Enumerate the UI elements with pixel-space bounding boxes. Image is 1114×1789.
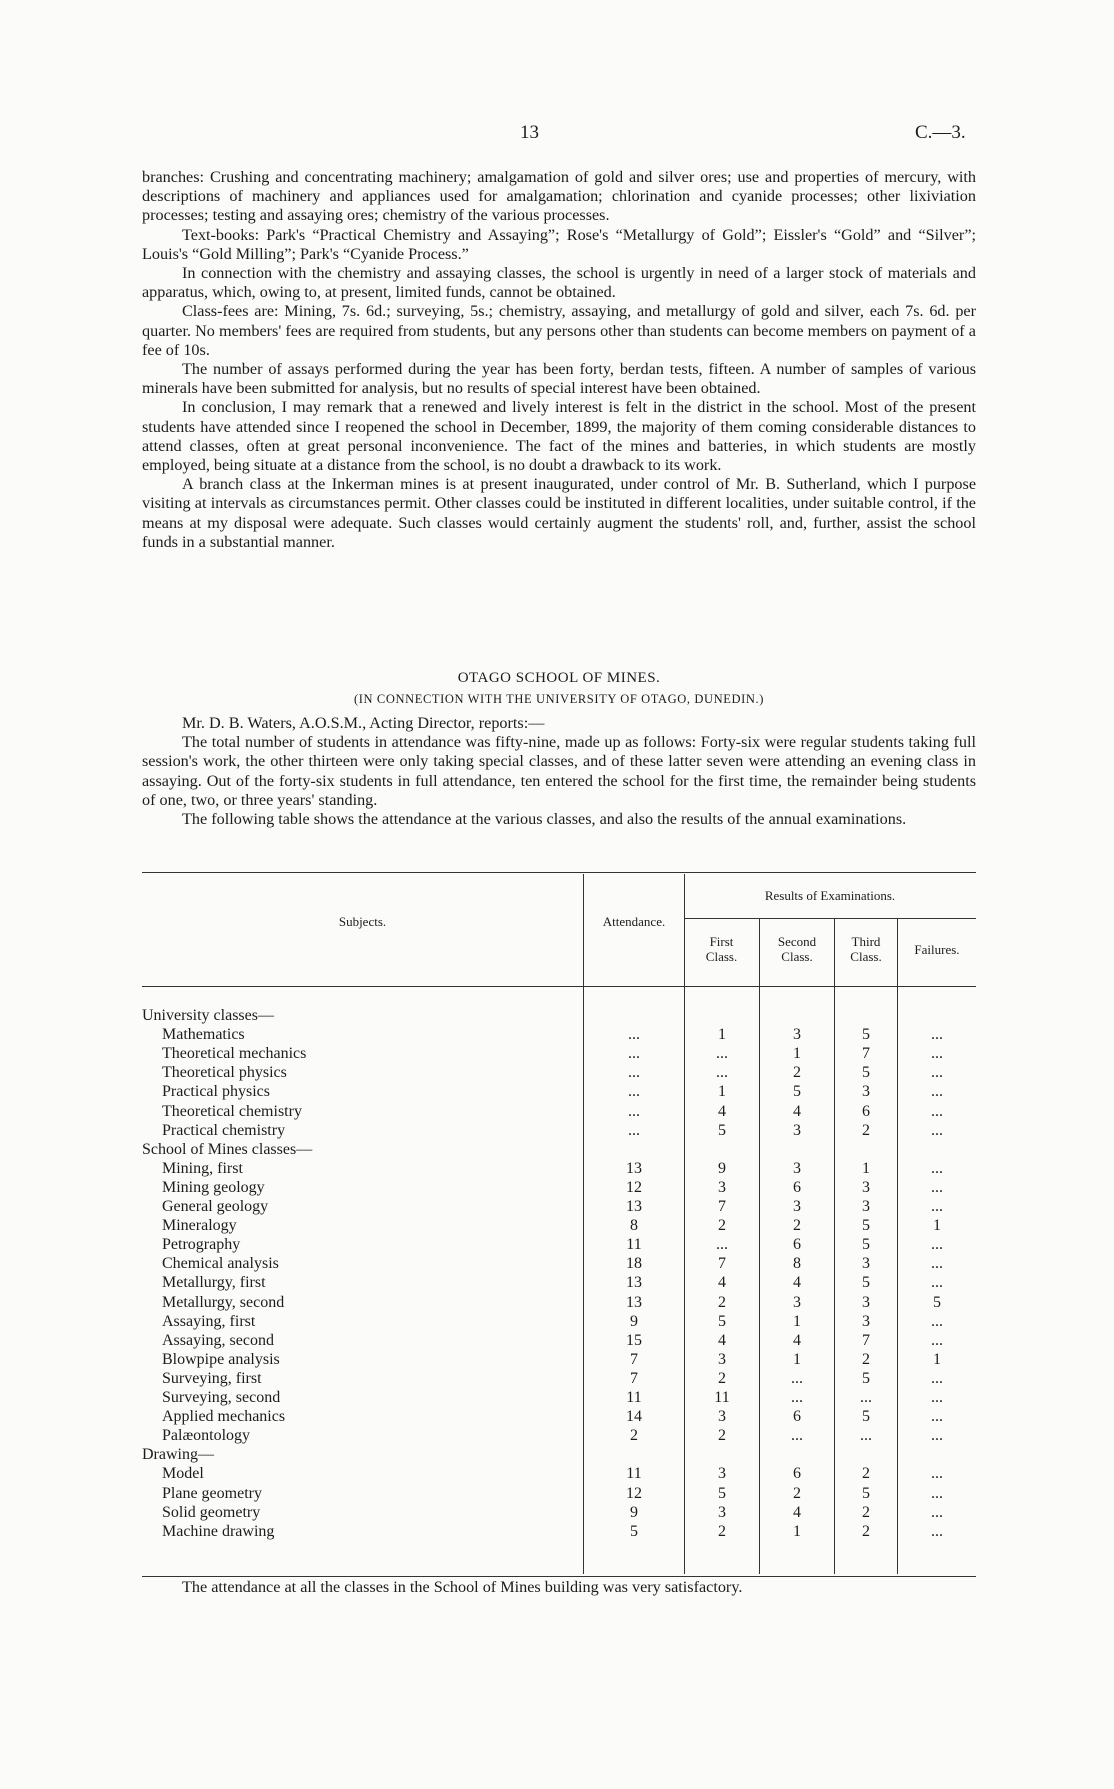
cell-failures: ...: [931, 1255, 943, 1273]
cell-failures: ...: [931, 1427, 943, 1445]
subject-label: Assaying, second: [162, 1331, 274, 1349]
cell-attendance: 12: [626, 1484, 642, 1502]
subject-label: Mathematics: [162, 1026, 245, 1044]
table-row: [142, 1178, 976, 1197]
table-row: [142, 1197, 976, 1216]
cell-attendance: 13: [626, 1159, 642, 1177]
subject-label: University classes—: [142, 1007, 274, 1024]
cell-second: 1: [793, 1522, 801, 1540]
cell-attendance: 2: [630, 1427, 638, 1445]
cell-second: 4: [793, 1274, 801, 1292]
cell-third: 5: [862, 1217, 870, 1235]
cell-attendance: 15: [626, 1331, 642, 1349]
cell-failures: ...: [931, 1026, 943, 1044]
header-second-class: Second Class.: [777, 934, 817, 964]
subject-label: Assaying, first: [162, 1312, 256, 1330]
cell-second: 4: [793, 1503, 801, 1521]
footer-note: The attendance at all the classes in the School of Mines building was very satisfactory.: [182, 1578, 743, 1596]
table-group-heading: [142, 1445, 976, 1464]
cell-first: 4: [718, 1331, 726, 1349]
cell-first: 5: [718, 1121, 726, 1139]
subject-label: School of Mines classes—: [142, 1140, 313, 1158]
table-row: [142, 1407, 976, 1426]
paragraph: In connection with the chemistry and assaying classes, the school is urgently in need of a larger stock of materials and apparatus, which, owing to, at present, limited funds, cannot be obtained.: [142, 264, 976, 302]
table-row: [142, 1312, 976, 1331]
cell-first: 7: [718, 1198, 726, 1215]
subject-label: General geology: [162, 1198, 269, 1215]
table-group-heading: [142, 1006, 976, 1025]
cell-failures: ...: [931, 1503, 943, 1521]
cell-third: 3: [862, 1293, 870, 1311]
table-row: [142, 1388, 976, 1407]
cell-second: ...: [791, 1369, 803, 1387]
cell-failures: 5: [933, 1293, 941, 1311]
page-number: 13: [520, 122, 539, 143]
cell-failures: ...: [931, 1159, 943, 1177]
cell-failures: 1: [933, 1217, 941, 1235]
cell-third: 3: [862, 1312, 870, 1330]
table-row: [142, 1216, 976, 1235]
cell-first: 3: [718, 1350, 726, 1368]
cell-second: 1: [793, 1045, 801, 1063]
section-title: OTAGO SCHOOL OF MINES.: [457, 670, 661, 686]
table-row: [142, 1293, 976, 1312]
cell-second: 1: [793, 1312, 801, 1330]
cell-second: 4: [793, 1102, 801, 1120]
cell-attendance: 13: [626, 1274, 642, 1292]
cell-third: 6: [862, 1102, 870, 1120]
cell-third: 5: [862, 1369, 870, 1387]
cell-second: 2: [793, 1484, 801, 1502]
cell-second: 3: [793, 1121, 801, 1139]
paragraph: branches: Crushing and concentrating machinery; amalgamation of gold and silver ores; use and properties of mercury, with descriptions of machinery and appliances used for amalgamation; chlorination and cyanide processes; other lixiviation processes; testing and assaying ores; chemistry of the various processes.: [142, 168, 976, 225]
cell-failures: ...: [931, 1102, 943, 1120]
cell-first: 7: [718, 1255, 726, 1273]
cell-attendance: 7: [630, 1369, 638, 1387]
cell-failures: ...: [931, 1198, 943, 1215]
table-row: [142, 1331, 976, 1350]
cell-failures: ...: [931, 1274, 943, 1292]
cell-first: 11: [714, 1389, 730, 1406]
cell-third: 5: [862, 1274, 870, 1292]
table-row: [142, 1426, 976, 1445]
cell-attendance: ...: [628, 1102, 640, 1120]
cell-attendance: 5: [630, 1522, 638, 1540]
cell-first: ...: [716, 1045, 728, 1063]
cell-second: 3: [793, 1026, 801, 1044]
header-first-class: First Class.: [705, 934, 738, 964]
cell-third: ...: [860, 1427, 872, 1445]
cell-second: 3: [793, 1198, 801, 1215]
table-row: [142, 1102, 976, 1121]
cell-third: 5: [862, 1026, 870, 1044]
cell-first: ...: [716, 1064, 728, 1082]
cell-first: 2: [718, 1427, 726, 1445]
cell-second: 1: [793, 1350, 801, 1368]
header-third-class: Third Class.: [850, 934, 882, 964]
cell-first: ...: [716, 1236, 728, 1254]
table-row: [142, 1063, 976, 1082]
page-reference: C.—3.: [915, 122, 966, 143]
table-header-rule: [142, 986, 976, 987]
table-row: [142, 1159, 976, 1178]
cell-third: ...: [860, 1389, 872, 1406]
subject-label: Theoretical mechanics: [162, 1045, 307, 1063]
subject-label: Applied mechanics: [162, 1408, 286, 1426]
subject-label: Chemical analysis: [162, 1255, 279, 1273]
subject-label: Metallurgy, first: [162, 1274, 266, 1292]
subject-label: Palæontology: [162, 1427, 251, 1445]
header-subjects: Subjects.: [338, 914, 387, 929]
cell-first: 3: [718, 1178, 726, 1196]
cell-third: 3: [862, 1083, 870, 1101]
cell-failures: ...: [931, 1045, 943, 1063]
cell-second: 2: [793, 1064, 801, 1082]
cell-third: 3: [862, 1178, 870, 1196]
subject-label: Surveying, first: [162, 1369, 262, 1387]
subject-label: Blowpipe analysis: [162, 1350, 280, 1368]
table-row: [142, 1369, 976, 1388]
cell-first: 2: [718, 1522, 726, 1540]
cell-second: 3: [793, 1159, 801, 1177]
cell-second: 8: [793, 1255, 801, 1273]
paragraph: Class-fees are: Mining, 7s. 6d.; surveying, 5s.; chemistry, assaying, and metallurgy of gold and silver, each 7s. 6d. per quarter. No members' fees are required from students, but any persons other than students can become members on payment of a fee of 10s.: [142, 302, 976, 359]
cell-attendance: 11: [626, 1236, 642, 1254]
cell-attendance: ...: [628, 1121, 640, 1139]
table-row: [142, 1235, 976, 1254]
cell-third: 5: [862, 1236, 870, 1254]
cell-second: 4: [793, 1331, 801, 1349]
section-text: [142, 714, 976, 829]
table-bottom-rule: [142, 1576, 976, 1577]
table-group-heading: [142, 1140, 976, 1159]
cell-failures: ...: [931, 1121, 943, 1139]
cell-third: 5: [862, 1408, 870, 1426]
table-row: [142, 1350, 976, 1369]
cell-failures: ...: [931, 1236, 943, 1254]
cell-attendance: ...: [628, 1083, 640, 1101]
cell-failures: ...: [931, 1083, 943, 1101]
cell-first: 3: [718, 1465, 726, 1483]
subject-label: Model: [162, 1465, 204, 1483]
cell-second: 6: [793, 1236, 801, 1254]
cell-third: 7: [862, 1045, 870, 1063]
subject-label: Machine drawing: [162, 1522, 275, 1540]
cell-first: 2: [718, 1217, 726, 1235]
cell-first: 1: [718, 1083, 726, 1101]
subject-label: Theoretical chemistry: [162, 1102, 302, 1120]
cell-failures: ...: [931, 1484, 943, 1502]
results-table: [142, 872, 976, 1577]
header-attendance: Attendance.: [602, 914, 666, 929]
cell-second: 6: [793, 1178, 801, 1196]
cell-first: 1: [718, 1026, 726, 1044]
cell-attendance: 11: [626, 1465, 642, 1483]
cell-second: 6: [793, 1465, 801, 1483]
table-row: [142, 1121, 976, 1140]
cell-second: ...: [791, 1389, 803, 1406]
cell-attendance: 18: [626, 1255, 642, 1273]
cell-second: 2: [793, 1217, 801, 1235]
cell-failures: ...: [931, 1331, 943, 1349]
table-row: [142, 1273, 976, 1292]
paragraph: The total number of students in attendance was fifty-nine, made up as follows: Forty-six were regular students taking full session's work, the other thirteen were only taking special classes, and of these latter seven were attending an evening class in assaying. Out of the forty-six students in full attendance, ten entered the school for the first time, the remainder being students of one, two, or three years' standing.: [142, 733, 976, 809]
cell-first: 2: [718, 1293, 726, 1311]
cell-attendance: 12: [626, 1178, 642, 1196]
cell-first: 5: [718, 1312, 726, 1330]
cell-third: 5: [862, 1484, 870, 1502]
header-failures: Failures.: [914, 942, 960, 957]
cell-third: 2: [862, 1503, 870, 1521]
cell-second: 6: [793, 1408, 801, 1426]
subject-label: Surveying, second: [162, 1389, 281, 1406]
cell-second: ...: [791, 1427, 803, 1445]
cell-first: 3: [718, 1503, 726, 1521]
paragraph: Mr. D. B. Waters, A.O.S.M., Acting Director, reports:—: [182, 714, 545, 732]
cell-first: 9: [718, 1159, 726, 1177]
cell-attendance: 14: [626, 1408, 642, 1426]
cell-failures: ...: [931, 1312, 943, 1330]
cell-first: 4: [718, 1274, 726, 1292]
subject-label: Mining, first: [162, 1159, 243, 1177]
cell-attendance: 7: [630, 1350, 638, 1368]
subject-label: Petrography: [162, 1236, 241, 1254]
cell-first: 2: [718, 1369, 726, 1387]
cell-failures: ...: [931, 1389, 943, 1406]
table-row: [142, 1254, 976, 1273]
cell-third: 5: [862, 1064, 870, 1082]
cell-failures: ...: [931, 1522, 943, 1540]
subject-label: Plane geometry: [162, 1484, 262, 1502]
cell-failures: ...: [931, 1369, 943, 1387]
paragraph: The number of assays performed during the year has been forty, berdan tests, fifteen. A number of samples of various minerals have been submitted for analysis, but no results of special interest have been obtained.: [142, 360, 976, 398]
cell-attendance: 9: [630, 1312, 638, 1330]
table-row: [142, 1082, 976, 1101]
results-sub-rule: [684, 918, 976, 919]
cell-third: 2: [862, 1465, 870, 1483]
subject-label: Drawing—: [142, 1446, 214, 1464]
intro-text: [142, 168, 976, 552]
subject-label: Solid geometry: [162, 1503, 261, 1521]
paragraph: A branch class at the Inkerman mines is at present inaugurated, under control of Mr. B. Sutherland, which I purpose visiting at intervals as circumstances permit. Other classes could be instituted in different localities, under suitable control, if the means at my disposal were adequate. Such classes would certainly augment the students' roll, and, further, assist the school funds in a substantial manner.: [142, 475, 976, 551]
subject-label: Metallurgy, second: [162, 1293, 285, 1311]
subject-label: Mineralogy: [162, 1217, 237, 1235]
table-row: [142, 1484, 976, 1503]
cell-failures: ...: [931, 1178, 943, 1196]
cell-third: 3: [862, 1198, 870, 1215]
section-subtitle: (IN CONNECTION WITH THE UNIVERSITY OF OTAGO, DUNEDIN.): [354, 692, 764, 706]
cell-failures: ...: [931, 1465, 943, 1483]
cell-attendance: ...: [628, 1026, 640, 1044]
cell-second: 5: [793, 1083, 801, 1101]
cell-third: 2: [862, 1522, 870, 1540]
cell-third: 7: [862, 1331, 870, 1349]
cell-attendance: 11: [626, 1389, 642, 1406]
cell-attendance: 13: [626, 1293, 642, 1311]
table-row: [142, 1025, 976, 1044]
cell-first: 3: [718, 1408, 726, 1426]
cell-failures: 1: [933, 1350, 941, 1368]
table-row: [142, 1522, 976, 1541]
subject-label: Theoretical physics: [162, 1064, 287, 1082]
header-results: Results of Examinations.: [764, 888, 896, 903]
cell-attendance: 8: [630, 1217, 638, 1235]
cell-failures: ...: [931, 1408, 943, 1426]
paragraph: Text-books: Park's “Practical Chemistry and Assaying”; Rose's “Metallurgy of Gold”; Eissler's “Gold” and “Silver”; Louis's “Gold Milling”; Park's “Cyanide Process.”: [142, 225, 976, 263]
cell-third: 3: [862, 1255, 870, 1273]
cell-attendance: 9: [630, 1503, 638, 1521]
cell-third: 2: [862, 1350, 870, 1368]
paragraph: In conclusion, I may remark that a renewed and lively interest is felt in the district in the school. Most of the present students have attended since I reopened the school in December, 1899, the majority of them coming considerable distances to attend classes, often at great personal inconvenience. The fact of the mines and batteries, in which students are mostly employed, being situate at a distance from the school, is no doubt a drawback to its work.: [142, 398, 976, 475]
cell-attendance: 13: [626, 1198, 642, 1215]
cell-first: 4: [718, 1102, 726, 1120]
cell-attendance: ...: [628, 1064, 640, 1082]
table-row: [142, 1503, 976, 1522]
cell-failures: ...: [931, 1064, 943, 1082]
cell-attendance: ...: [628, 1045, 640, 1063]
cell-second: 3: [793, 1293, 801, 1311]
cell-third: 1: [862, 1159, 870, 1177]
table-top-rule: [142, 872, 976, 873]
subject-label: Practical chemistry: [162, 1121, 286, 1139]
subject-label: Mining geology: [162, 1178, 265, 1196]
paragraph: The following table shows the attendance at the various classes, and also the results of the annual examinations.: [182, 810, 907, 829]
subject-label: Practical physics: [162, 1083, 270, 1101]
table-row: [142, 1464, 976, 1483]
table-row: [142, 1044, 976, 1063]
cell-third: 2: [862, 1121, 870, 1139]
cell-first: 5: [718, 1484, 726, 1502]
